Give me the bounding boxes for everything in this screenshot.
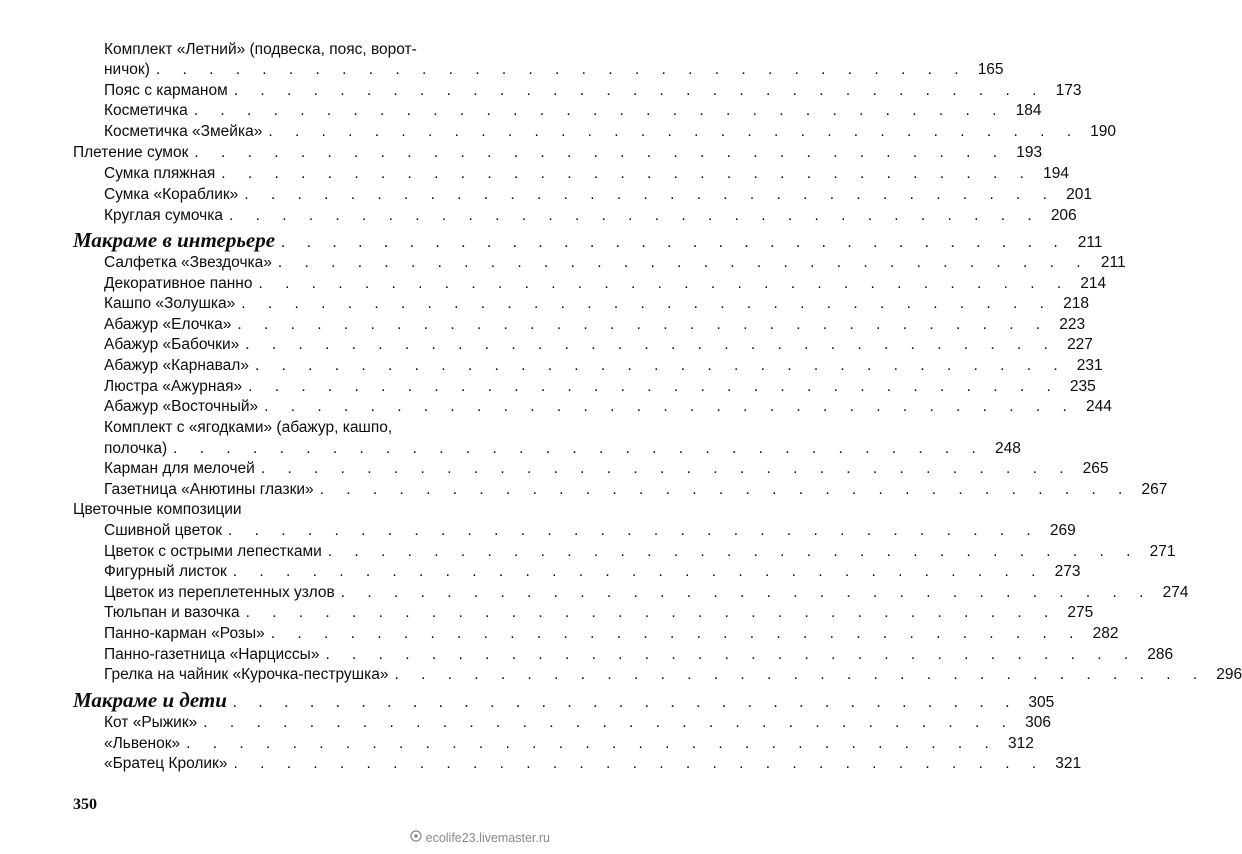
toc-page-number: 227 (1067, 336, 1093, 353)
toc-page-number: 273 (1054, 563, 1081, 580)
livemaster-logo-icon (410, 830, 422, 845)
toc-entry-text: Комплект с «ягодками» (абажур, кашпо, (104, 419, 393, 436)
toc-page-number: 321 (1055, 755, 1082, 772)
leader-dots: . . . . . . . . . . . . . . . . . . . . . . . . . . . . . . . (254, 357, 1067, 374)
leader-dots: . . . . . . . . . . . . . . . . . . . . . . . . . . . . . . . (394, 666, 1207, 683)
leader-dots: . . . . . . . . . . . . . . . . . . . . . . . . . . . . . . . (325, 646, 1138, 663)
watermark-text: ecolife23.livemaster.ru (425, 830, 550, 845)
toc-entry (104, 101, 1042, 121)
leader-dots: . . . . . . . . . . . . . . . . . . . . . . . . . . . . . . . (228, 522, 1040, 539)
toc-entry-title: Кашпо «Золушка» (104, 295, 236, 312)
toc-entry-title: Тюльпан и вазочка (104, 604, 240, 621)
leader-dots: . . . . . . . . . . . . . . . . . . . . . . . . . . . . . . . (248, 378, 1060, 395)
toc-entry (104, 206, 1077, 226)
toc-page-number: 231 (1076, 357, 1103, 374)
leader-dots: . . . . . . . . . . . . . . . . . . . . . . . . . . . . . . . (233, 82, 1046, 99)
leader-dots: . . . . . . . . . . . . . . . . . . . . . . . . . . . . . . . (270, 625, 1083, 642)
toc-entry-title: Цветочные композиции (73, 501, 242, 518)
toc-entry (104, 583, 1189, 603)
toc-entry-title: Фигурный листок (104, 563, 227, 580)
toc-entry (104, 81, 1082, 101)
toc-section-title: Макраме и дети (73, 688, 227, 712)
toc-entry-title: Газетница «Анютины глазки» (104, 481, 314, 498)
toc-entry (104, 459, 1109, 479)
leader-dots: . . . . . . . . . . . . . . . . . . . . . . . . . . . . . . . (268, 123, 1081, 140)
toc-entry (104, 521, 1076, 541)
toc-entry (104, 665, 1242, 685)
toc-entry (104, 480, 1168, 500)
toc-entry-title: Косметичка (104, 102, 188, 119)
toc-entry (104, 294, 1089, 314)
toc-entry (104, 335, 1093, 355)
toc-entry (104, 734, 1034, 754)
watermark (410, 830, 550, 845)
toc-page-number: 165 (977, 61, 1004, 78)
toc-page-number: 312 (1007, 735, 1034, 752)
toc-page-number: 223 (1059, 316, 1086, 333)
toc-page-number: 214 (1080, 275, 1107, 292)
leader-dots: . . . . . . . . . . . . . . . . . . . . . . . . . . . . . . . (233, 755, 1046, 772)
toc-page-number: 275 (1067, 604, 1094, 621)
toc-page-number: 193 (1016, 144, 1043, 161)
toc-page-number: 306 (1025, 714, 1051, 731)
toc-entry (104, 356, 1103, 376)
toc-entry (73, 500, 488, 520)
toc-entry (104, 253, 1126, 273)
toc-entry-title: Плетение сумок (73, 144, 189, 161)
toc-entry-title: Цветок с острыми лепестками (104, 543, 322, 560)
toc-entry (104, 185, 1092, 205)
toc-page-number: 201 (1066, 186, 1092, 203)
toc-entry-title: Кот «Рыжик» (104, 714, 198, 731)
leader-dots: . . . . . . . . . . . . . . . . . . . . . . . . . . . . . . . (327, 543, 1140, 560)
toc-section-heading (73, 228, 1103, 253)
toc-entry-title: ничок) (104, 61, 150, 78)
leader-dots: . . . . . . . . . . . . . . . . . . . . . . . . . . . . . . . (237, 316, 1050, 333)
toc-page-number: 211 (1077, 234, 1103, 251)
toc-entry-title: Салфетка «Звездочка» (104, 254, 272, 271)
leader-dots: . . . . . . . . . . . . . . . . . . . . . . . . . . . . . . . (260, 460, 1073, 477)
toc-page-number: 194 (1043, 165, 1069, 182)
toc-entry-title: полочка) (104, 440, 168, 457)
toc-page-number: 265 (1082, 460, 1109, 477)
toc-entry-title: Декоративное панно (104, 275, 253, 292)
toc-entry-title: Грелка на чайник «Курочка-пеструшка» (104, 666, 389, 683)
page-number: 350 (73, 796, 97, 813)
toc-page-number: 173 (1055, 82, 1082, 99)
toc-entry (104, 164, 1069, 184)
toc-page-number: 211 (1100, 254, 1126, 271)
toc-entry (104, 397, 1112, 417)
toc-entry (104, 645, 1174, 665)
toc-entry-title: Абажур «Бабочки» (104, 336, 240, 353)
toc-entry (104, 439, 1021, 459)
toc-entry (104, 122, 1117, 142)
toc-entry-title: Карман для мелочей (104, 460, 255, 477)
leader-dots: . . . . . . . . . . . . . . . . . . . . . . . . . . . . . . . (241, 295, 1053, 312)
leader-dots: . . . . . . . . . . . . . . . . . . . . . . . . . . . . . . . (186, 735, 998, 752)
toc-entry-title: Панно-карман «Розы» (104, 625, 265, 642)
toc-page-number: 235 (1069, 378, 1096, 395)
leader-dots: . . . . . . . . . . . . . . . . . . . . . . . . . . . . . . . (340, 584, 1153, 601)
leader-dots: . . . . . . . . . . . . . . . . . . . . . . . . . . . . . . . (245, 604, 1058, 621)
toc-page-number: 190 (1090, 123, 1117, 140)
toc-entry-title: Панно-газетница «Нарциссы» (104, 646, 320, 663)
toc-entry (104, 274, 1107, 294)
leader-dots: . . . . . . . . . . . . . . . . . . . . . . . . . . . . . . . (203, 714, 1015, 731)
toc-entry-title: «Братец Кролик» (104, 755, 228, 772)
toc-page-number: 269 (1049, 522, 1076, 539)
toc-page-number: 206 (1050, 207, 1077, 224)
toc-page-number: 184 (1015, 102, 1042, 119)
toc-entry-title: Косметичка «Змейка» (104, 123, 263, 140)
leader-dots: . . . . . . . . . . . . . . . . . . . . . . . . . . . . . . . (194, 144, 1007, 161)
toc-page-number: 267 (1141, 481, 1168, 498)
leader-dots: . . . . . . . . . . . . . . . . . . . . . . . . . . . . . . . (264, 398, 1076, 415)
toc-entry-title: Сумка пляжная (104, 165, 216, 182)
toc-entry-text: Комплект «Летний» (подвеска, пояс, ворот- (104, 41, 417, 58)
toc-entry (104, 542, 1176, 562)
leader-dots: . . . . . . . . . . . . . . . . . . . . . . . . . . . . . . . (258, 275, 1071, 292)
toc-entry (104, 562, 1081, 582)
toc-entry (104, 624, 1119, 644)
toc-page-number: 286 (1147, 646, 1174, 663)
toc-page-number: 305 (1028, 694, 1055, 711)
toc-entry (73, 143, 1043, 163)
toc-entry (104, 60, 1004, 80)
toc-entry-title: Люстра «Ажурная» (104, 378, 243, 395)
leader-dots: . . . . . . . . . . . . . . . . . . . . . . . . . . . . . . . (281, 234, 1067, 251)
toc-entry-title: Абажур «Восточный» (104, 398, 259, 415)
leader-dots: . . . . . . . . . . . . . . . . . . . . . . . . . . . . . . . (277, 254, 1090, 271)
toc-page-number: 274 (1162, 584, 1189, 601)
leader-dots: . . . . . . . . . . . . . . . . . . . . . . . . . . . . . . . (319, 481, 1132, 498)
toc-page-number: 248 (994, 440, 1021, 457)
toc-entry-title: Сумка «Кораблик» (104, 186, 239, 203)
toc-entry (104, 315, 1086, 335)
toc-entry (104, 377, 1096, 397)
toc-section-title: Макраме в интерьере (73, 228, 276, 252)
toc-entry (104, 713, 1051, 733)
leader-dots: . . . . . . . . . . . . . . . . . . . . . . . . . . . . . . . (232, 563, 1045, 580)
toc-entry-title: Абажур «Елочка» (104, 316, 232, 333)
toc-entry-title: Цветок из переплетенных узлов (104, 584, 335, 601)
toc-page-number: 271 (1149, 543, 1176, 560)
toc-page-number: 218 (1063, 295, 1089, 312)
toc-entry-title: «Львенок» (104, 735, 181, 752)
leader-dots: . . . . . . . . . . . . . . . . . . . . . . . . . . . . . . . (155, 61, 968, 78)
leader-dots: . . . . . . . . . . . . . . . . . . . . . . . . . . . . . . . (245, 336, 1057, 353)
leader-dots: . . . . . . . . . . . . . . . . . . . . . . . . . . . . . . . (221, 165, 1033, 182)
toc-entry (104, 754, 1082, 774)
leader-dots: . . . . . . . . . . . . . . . . . . . . . . . . . . . . . . . (244, 186, 1056, 203)
toc-entry (104, 603, 1094, 623)
toc-entry-title: Пояс с карманом (104, 82, 228, 99)
leader-dots: . . . . . . . . . . . . . . . . . . . . . . . . . . . . . . . (232, 694, 1019, 711)
leader-dots: . . . . . . . . . . . . . . . . . . . . . . . . . . . . . . . (193, 102, 1006, 119)
leader-dots: . . . . . . . . . . . . . . . . . . . . . . . . . . . . . . . (228, 207, 1041, 224)
toc-entry-title: Абажур «Карнавал» (104, 357, 249, 374)
toc-entry-title: Круглая сумочка (104, 207, 223, 224)
toc-page-number: 282 (1092, 625, 1119, 642)
leader-dots: . . . . . . . . . . . . . . . . . . . . . . . . . . . . . . . (173, 440, 985, 457)
toc-page-number: 244 (1085, 398, 1112, 415)
toc-page-number: 296 (1216, 666, 1242, 683)
toc-entry-title: Сшивной цветок (104, 522, 223, 539)
toc-section-heading (73, 688, 1055, 713)
